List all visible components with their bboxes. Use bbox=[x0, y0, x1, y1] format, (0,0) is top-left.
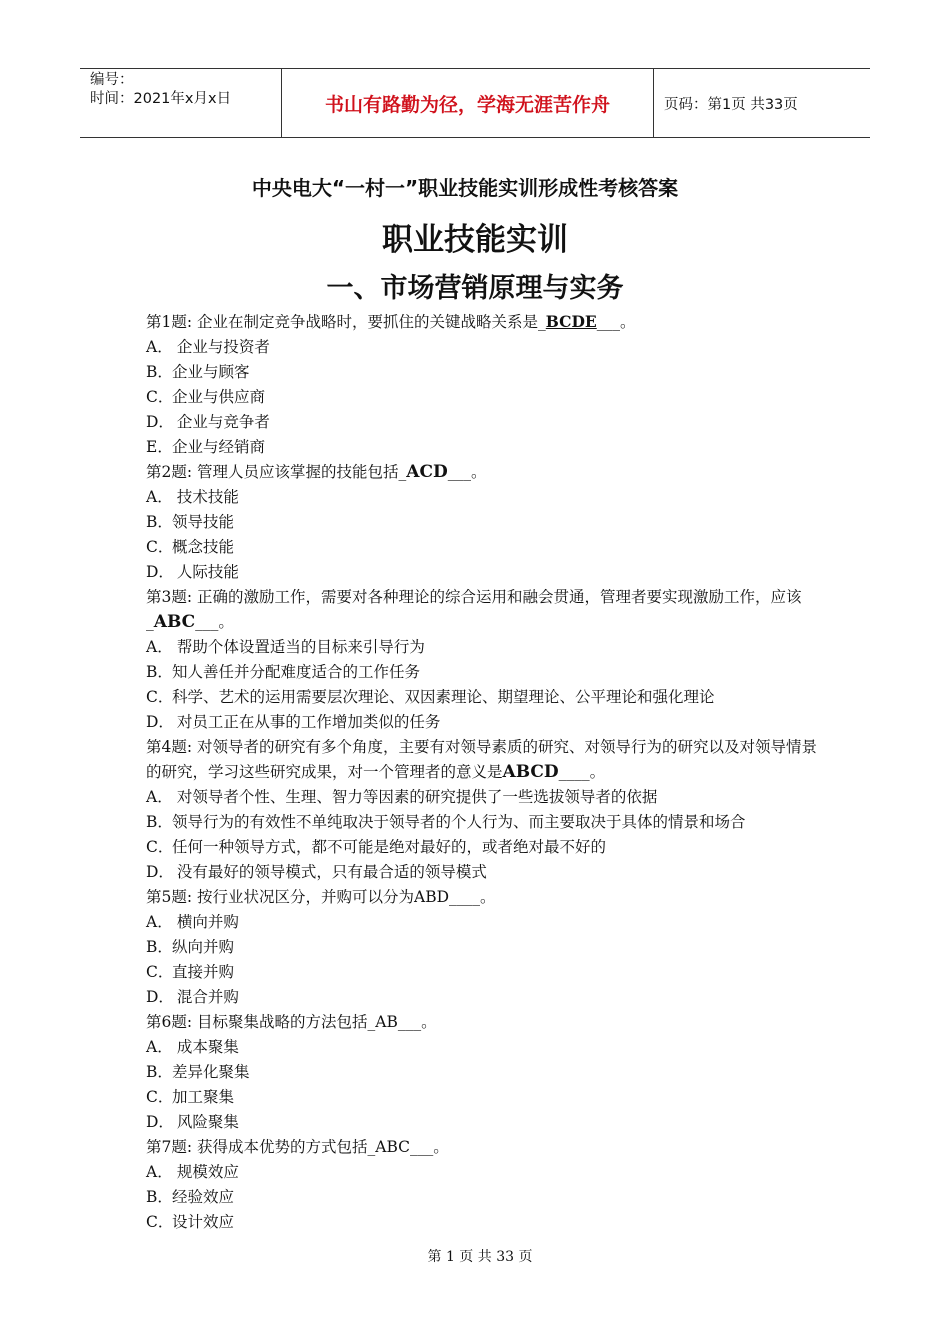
option-item bbox=[146, 785, 826, 810]
option-item bbox=[146, 560, 826, 585]
doc-subtitle: 中央电大“一村一”职业技能实训形成性考核答案 bbox=[251, 176, 679, 200]
option-item bbox=[146, 1210, 826, 1235]
option-letter: D． bbox=[146, 563, 174, 581]
option-letter: E． bbox=[146, 438, 173, 456]
option-item bbox=[146, 410, 826, 435]
option-letter: C． bbox=[146, 838, 174, 856]
answer-blank: ___。 bbox=[596, 313, 636, 331]
question-stem bbox=[146, 585, 826, 635]
option-letter: A． bbox=[146, 1163, 173, 1181]
option-text: 技术技能 bbox=[172, 488, 239, 506]
option-item bbox=[146, 1060, 826, 1085]
option-letter: D． bbox=[146, 1113, 174, 1131]
option-letter: A． bbox=[146, 788, 173, 806]
option-item bbox=[146, 960, 826, 985]
number-label: 编号： bbox=[90, 72, 134, 88]
answer-blank: ___。 bbox=[447, 463, 487, 481]
option-item bbox=[146, 660, 826, 685]
question-stem bbox=[146, 460, 826, 485]
question-text: 第6题: 目标聚集战略的方法包括_AB___。 bbox=[146, 1013, 437, 1031]
option-text: 经验效应 bbox=[172, 1188, 235, 1206]
question-text: 第7题: 获得成本优势的方式包括_ABC___。 bbox=[146, 1138, 449, 1156]
option-letter: C． bbox=[146, 1088, 174, 1106]
option-letter: C． bbox=[146, 963, 174, 981]
option-item bbox=[146, 1160, 826, 1185]
option-text: 企业与经销商 bbox=[172, 438, 266, 456]
option-letter: A． bbox=[146, 638, 173, 656]
option-text: 成本聚集 bbox=[172, 1038, 239, 1056]
question-stem bbox=[146, 735, 826, 785]
option-item bbox=[146, 485, 826, 510]
option-item bbox=[146, 635, 826, 660]
option-item bbox=[146, 385, 826, 410]
option-item bbox=[146, 835, 826, 860]
option-item bbox=[146, 360, 826, 385]
header-left-cell bbox=[80, 69, 282, 137]
question-text: 第3题: 正确的激励工作，需要对各种理论的综合运用和融会贯通，管理者要实现激励工作，应该_ bbox=[146, 588, 802, 631]
option-text: 对员工正在从事的工作增加类似的任务 bbox=[172, 713, 441, 731]
option-letter: C． bbox=[146, 688, 174, 706]
header-table bbox=[80, 68, 870, 138]
question-stem bbox=[146, 309, 826, 335]
answer-blank: ___。 bbox=[195, 613, 234, 631]
option-letter: B． bbox=[146, 813, 173, 831]
option-text: 横向并购 bbox=[172, 913, 239, 931]
option-letter: D． bbox=[146, 413, 174, 431]
option-letter: B． bbox=[146, 513, 173, 531]
option-text: 企业与竞争者 bbox=[172, 413, 270, 431]
question-stem bbox=[146, 1010, 826, 1035]
option-text: 风险聚集 bbox=[172, 1113, 239, 1131]
option-letter: B． bbox=[146, 363, 173, 381]
option-letter: C． bbox=[146, 1213, 174, 1231]
option-letter: B． bbox=[146, 1188, 173, 1206]
question-text: 第2题: 管理人员应该掌握的技能包括_ bbox=[146, 463, 407, 481]
option-text: 概念技能 bbox=[172, 538, 235, 556]
option-text: 规模效应 bbox=[172, 1163, 239, 1181]
option-letter: B． bbox=[146, 938, 173, 956]
section-title: 一、市场营销原理与实务 bbox=[326, 273, 624, 304]
option-letter: A． bbox=[146, 338, 173, 356]
option-text: 任何一种领导方式，都不可能是绝对最好的，或者绝对最不好的 bbox=[172, 838, 607, 856]
page-footer: 第 1 页 共 33 页 bbox=[427, 1249, 533, 1265]
option-item bbox=[146, 710, 826, 735]
option-item bbox=[146, 685, 826, 710]
option-item bbox=[146, 1035, 826, 1060]
option-letter: B． bbox=[146, 663, 173, 681]
option-letter: D． bbox=[146, 713, 174, 731]
option-letter: C． bbox=[146, 538, 174, 556]
answer-key: ACD bbox=[406, 462, 448, 482]
option-letter: A． bbox=[146, 488, 173, 506]
option-letter: D． bbox=[146, 988, 174, 1006]
option-text: 企业与投资者 bbox=[172, 338, 270, 356]
option-text: 加工聚集 bbox=[172, 1088, 235, 1106]
option-letter: C． bbox=[146, 388, 174, 406]
option-item bbox=[146, 985, 826, 1010]
option-item bbox=[146, 1085, 826, 1110]
option-text: 对领导者个性、生理、智力等因素的研究提供了一些选拔领导者的依据 bbox=[172, 788, 658, 806]
option-letter: A． bbox=[146, 913, 173, 931]
option-item bbox=[146, 910, 826, 935]
answer-blank: ____。 bbox=[558, 763, 606, 781]
question-stem bbox=[146, 1135, 826, 1160]
option-text: 领导技能 bbox=[172, 513, 235, 531]
option-text: 企业与供应商 bbox=[172, 388, 266, 406]
option-text: 科学、艺术的运用需要层次理论、双因素理论、期望理论、公平理论和强化理论 bbox=[172, 688, 715, 706]
option-item bbox=[146, 810, 826, 835]
question-stem bbox=[146, 885, 826, 910]
option-letter: B． bbox=[146, 1063, 173, 1081]
option-text: 差异化聚集 bbox=[172, 1063, 250, 1081]
option-item bbox=[146, 535, 826, 560]
option-text: 直接并购 bbox=[172, 963, 235, 981]
option-text: 混合并购 bbox=[172, 988, 239, 1006]
option-text: 设计效应 bbox=[172, 1213, 235, 1231]
question-text: 第1题: 企业在制定竞争战略时，要抓住的关键战略关系是_ bbox=[146, 313, 546, 331]
option-text: 人际技能 bbox=[172, 563, 239, 581]
option-letter: A． bbox=[146, 1038, 173, 1056]
option-text: 纵向并购 bbox=[172, 938, 235, 956]
option-item bbox=[146, 335, 826, 360]
time-label: 时间：2021年x月x日 bbox=[90, 91, 232, 107]
option-item bbox=[146, 935, 826, 960]
option-text: 领导行为的有效性不单纯取决于领导者的个人行为、而主要取决于具体的情景和场合 bbox=[172, 813, 746, 831]
page-label: 页码：第1页 共33页 bbox=[664, 96, 798, 113]
option-text: 帮助个体设置适当的目标来引导行为 bbox=[172, 638, 425, 656]
question-list bbox=[146, 309, 826, 1235]
option-text: 知人善任并分配难度适合的工作任务 bbox=[172, 663, 421, 681]
option-letter: D． bbox=[146, 863, 174, 881]
option-item bbox=[146, 1110, 826, 1135]
motto: 书山有路勤为径，学海无涯苦作舟 bbox=[282, 69, 654, 137]
option-item bbox=[146, 435, 826, 460]
answer-key: BCDE bbox=[545, 312, 597, 331]
option-text: 企业与顾客 bbox=[172, 363, 250, 381]
doc-title: 职业技能实训 bbox=[382, 222, 568, 258]
question-text: 第5题: 按行业状况区分，并购可以分为ABD____。 bbox=[146, 888, 496, 906]
option-item bbox=[146, 1185, 826, 1210]
option-item bbox=[146, 860, 826, 885]
option-text: 没有最好的领导模式，只有最合适的领导模式 bbox=[172, 863, 487, 881]
option-item bbox=[146, 510, 826, 535]
answer-key: ABC bbox=[153, 612, 196, 632]
answer-key: ABCD bbox=[502, 762, 559, 782]
question-text: 第4题: 对领导者的研究有多个角度，主要有对领导素质的研究、对领导行为的研究以及对领导情景的研究，学习这些研究成果，对一个管理者的意义是 bbox=[146, 738, 818, 781]
